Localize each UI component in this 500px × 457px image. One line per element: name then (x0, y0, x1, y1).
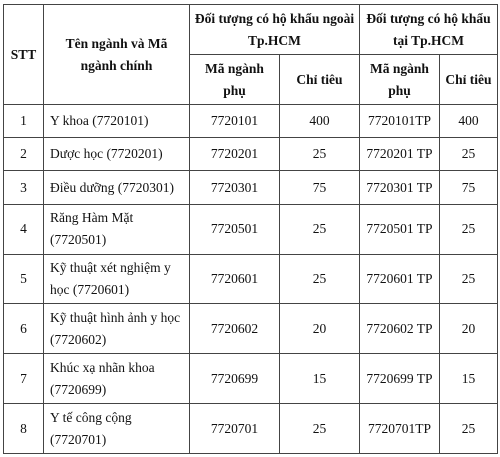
header-stt: STT (4, 5, 44, 105)
cell-quota-inside: 75 (440, 171, 498, 204)
cell-major: Y khoa (7720101) (44, 105, 190, 138)
cell-major: Y tế công cộng (7720701) (44, 404, 190, 454)
cell-quota-inside: 25 (440, 254, 498, 304)
cell-quota-outside: 25 (280, 404, 360, 454)
cell-stt: 8 (4, 404, 44, 454)
cell-quota-outside: 25 (280, 204, 360, 254)
cell-code-inside: 7720101TP (360, 105, 440, 138)
table-row (4, 105, 498, 138)
cell-stt: 5 (4, 254, 44, 304)
cell-code-outside: 7720301 (190, 171, 280, 204)
cell-quota-inside: 20 (440, 304, 498, 354)
header-group-outside: Đối tượng có hộ khẩu ngoài Tp.HCM (190, 5, 360, 55)
cell-code-outside: 7720101 (190, 105, 280, 138)
cell-quota-outside: 75 (280, 171, 360, 204)
cell-stt: 6 (4, 304, 44, 354)
cell-code-inside: 7720699 TP (360, 354, 440, 404)
cell-quota-outside: 15 (280, 354, 360, 404)
cell-quota-inside: 25 (440, 204, 498, 254)
cell-quota-outside: 25 (280, 138, 360, 171)
header-group-inside: Đối tượng có hộ khẩu tại Tp.HCM (360, 5, 498, 55)
cell-major: Kỹ thuật xét nghiệm y học (7720601) (44, 254, 190, 304)
cell-quota-inside: 400 (440, 105, 498, 138)
cell-stt: 4 (4, 204, 44, 254)
cell-major: Điều dưỡng (7720301) (44, 171, 190, 204)
cell-stt: 2 (4, 138, 44, 171)
header-quota-inside: Chỉ tiêu (440, 55, 498, 105)
table-row (4, 204, 498, 254)
header-sub-code-outside: Mã ngành phụ (190, 55, 280, 105)
cell-code-outside: 7720201 (190, 138, 280, 171)
cell-code-outside: 7720601 (190, 254, 280, 304)
cell-code-inside: 7720201 TP (360, 138, 440, 171)
table-row (4, 304, 498, 354)
table-row (4, 138, 498, 171)
header-quota-outside: Chỉ tiêu (280, 55, 360, 105)
cell-code-outside: 7720699 (190, 354, 280, 404)
cell-code-outside: 7720501 (190, 204, 280, 254)
header-row-1 (4, 5, 498, 55)
cell-major: Răng Hàm Mặt (7720501) (44, 204, 190, 254)
cell-major: Khúc xạ nhãn khoa (7720699) (44, 354, 190, 404)
cell-code-inside: 7720601 TP (360, 254, 440, 304)
header-sub-code-inside: Mã ngành phụ (360, 55, 440, 105)
cell-quota-inside: 25 (440, 138, 498, 171)
cell-stt: 3 (4, 171, 44, 204)
table-row (4, 171, 498, 204)
cell-code-outside: 7720701 (190, 404, 280, 454)
cell-major: Dược học (7720201) (44, 138, 190, 171)
cell-quota-outside: 20 (280, 304, 360, 354)
cell-major: Kỹ thuật hình ảnh y học (7720602) (44, 304, 190, 354)
cell-code-inside: 7720301 TP (360, 171, 440, 204)
cell-code-inside: 7720602 TP (360, 304, 440, 354)
cell-quota-inside: 15 (440, 354, 498, 404)
cell-quota-inside: 25 (440, 404, 498, 454)
cell-stt: 7 (4, 354, 44, 404)
header-major-name: Tên ngành và Mã ngành chính (44, 5, 190, 105)
table-row (4, 404, 498, 454)
cell-code-outside: 7720602 (190, 304, 280, 354)
cell-code-inside: 7720501 TP (360, 204, 440, 254)
admission-quota-table (3, 4, 498, 454)
cell-stt: 1 (4, 105, 44, 138)
cell-code-inside: 7720701TP (360, 404, 440, 454)
table-row (4, 354, 498, 404)
table-row (4, 254, 498, 304)
cell-quota-outside: 25 (280, 254, 360, 304)
cell-quota-outside: 400 (280, 105, 360, 138)
